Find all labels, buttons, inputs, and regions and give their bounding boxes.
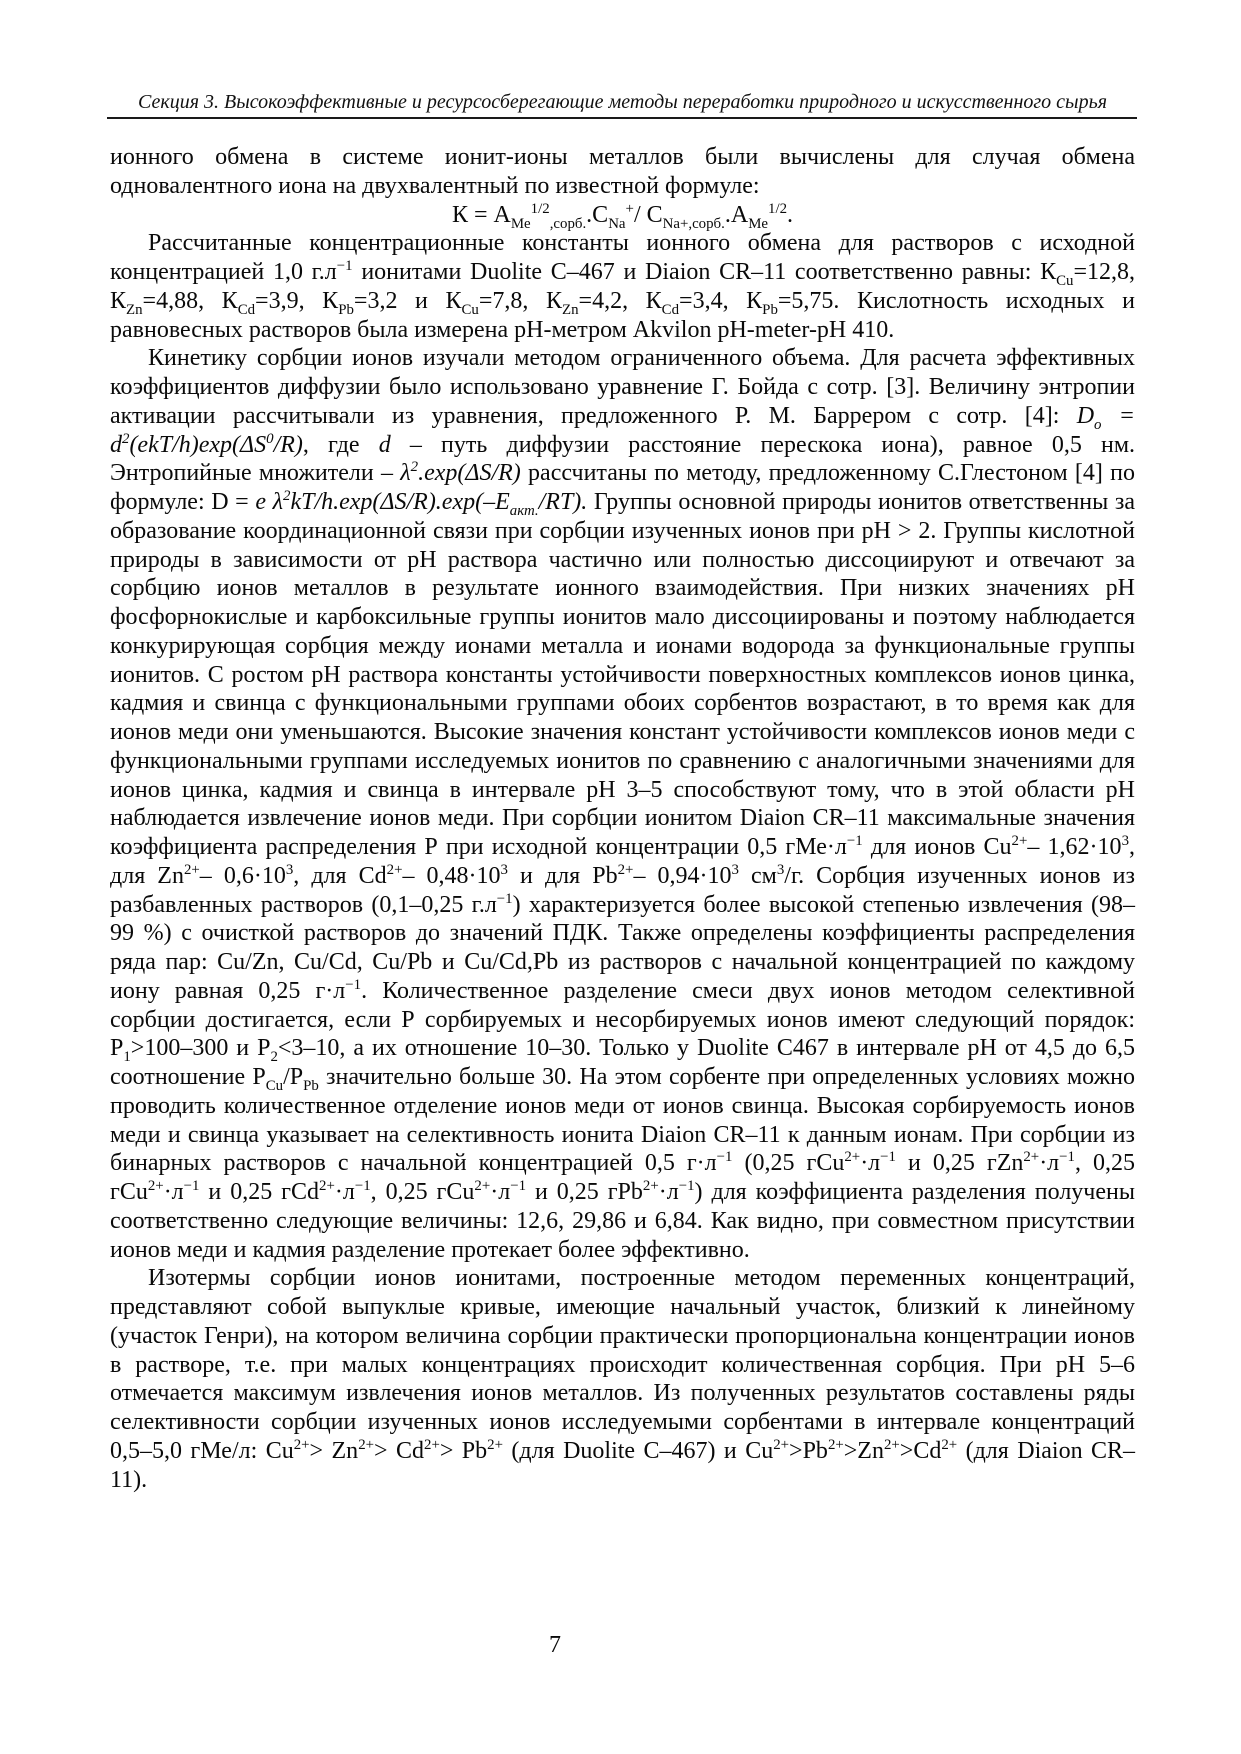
page-number: 7	[549, 1632, 561, 1658]
formula-exchange-constant: $К = A_{Me}^{1/2}_{,сорб.}.C_{Na}^+/$ $C_{Na+,сорб.}.A_{Me}^{1/2}$.	[451, 200, 794, 232]
paragraph-intro: ионного обмена в системе ионит-ионы металлов были вычислены для случая обмена одновалентного иона на двухвалентный по известной формуле:	[110, 144, 1135, 199]
document-body	[110, 143, 1135, 1494]
header-rule	[107, 117, 1137, 119]
paragraph-isotherms: Изотермы сорбции ионов ионитами, построенные методом переменных концентраций, представляют собой выпуклые кривые, имеющие начальный участок, близкий к линейному (участок Генри), на котором величина сорбции практически пропорциональна концентрации ионов в растворе, т.е. при малых концентрациях происходит количественная сорбция. При рН 5–6 отмечается максимум извлечения ионов металлов. Из полученных результатов составлены ряды селективности сорбции изученных ионов исследуемыми сорбентами в интервале концентраций 0,5–5,0 гМе/л: $Cu^{2+}> Zn^{2+}> Cd^{2+}> Pb^{2+}$ (для Duolite C–467) и $Cu^{2+}>Pb^{2+}>Zn^{2+}>Cd^{2+}$ (для Diaion CR–11).	[110, 1265, 1136, 1493]
paragraph-constants: Рассчитанные концентрационные константы ионного обмена для растворов с исходной концентрацией 1,0 $г.л^{-1}$ ионитами Duolite C–467 и Diaion CR–11 соответственно равны: $К_{Cu}=12,8$, $К_{Zn}=4,88$, $К_{Cd}=3,9$, $К_{Pb}=3,2$ и $К_{Cu}=7,8$, $К_{Zn}=4,2$, $К_{Cd}=3,4$, $К_{Pb}=5,75$. Кислотность исходных и равновесных растворов была измерена рН-метром Akvilon pH-meter-pH 410.	[110, 230, 1136, 343]
paragraph-kinetics: Кинетику сорбции ионов изучали методом ограниченного объема. Для расчета эффективных коэффициентов диффузии было использовано уравнение Г. Бойда с сотр. [3]. Величину энтропии активации рассчитывали из уравнения, предложенного Р. М. Баррером с сотр. [4]: $D_o = d^2(ekT/h)\exp(\Delta S^0/R)$, где d – путь диффузии расстояние перескока иона), равное 0,5 нм. Энтропийные множители – $\lambda^2.\exp(\Delta S/R)$ рассчитаны по методу, предложенному С.Глестоном [4] по формуле: D = e $\lambda^2kT/h.\exp(\Delta S/R).\exp(-E_{акт.}/RT)$. Группы основной природы ионитов ответственны за образование координационной связи при сорбции изученных ионов при рН > 2. Группы кислотной природы в зависимости от рН раствора частично или полностью диссоциируют и отвечают за сорбцию ионов металлов в результате ионного взаимодействия. При низких значениях рН фосфорнокислые и карбоксильные группы ионитов мало диссоциированы и поэтому наблюдается конкурирующая сорбция между ионами металла и ионами водорода за функциональные группы ионитов. С ростом рН раствора константы устойчивости поверхностных комплексов ионов цинка, кадмия и свинца с функциональными группами обоих сорбентов возрастают, в то время как для ионов меди они уменьшаются. Высокие значения констант устойчивости комплексов ионов меди с функциональными группами исследуемых ионитов по сравнению с аналогичными значениями для ионов цинка, кадмия и свинца в интервале рН 3–5 способствуют тому, что в этой области рН наблюдается извлечение ионов меди. При сорбции ионитом Diaion CR–11 максимальные значения коэффициента распределения Р при исходной концентрации 0,5 $гМе\cdot л^{-1}$ для ионов $Cu^{2+}-$ $1,62\cdot 10^3$, для $Zn^{2+}-$ $0,6\cdot 10^3$, для $Cd^{2+}-$ $0,48\cdot 10^3$ и для $Pb^{2+}-$ $0,94\cdot 10^3$ $см^3/г$. Сорбция изученных ионов из разбавленных растворов (0,1–0,25 $г.л^{-1}$) характеризуется более высокой степенью извлечения (98–99 %) с очисткой растворов до значений ПДК. Также определены коэффициенты распределения ряда пар: Cu/Zn, Cu/Cd, Cu/Pb и Cu/Cd,Pb из растворов с начальной концентрацией по каждому иону равная 0,25 $г\cdot л^{-1}$. Количественное разделение смеси двух ионов методом селективной сорбции достигается, если Р сорбируемых и несорбируемых ионов имеют следующий порядок: $Р_1>100-300$ и $Р_2<3-10$, а их отношение 10–30. Только у Duolite C467 в интервале рН от 4,5 до 6,5 соотношение $Р_{Cu}/Р_{Pb}$ значительно больше 30. На этом сорбенте при определенных условиях можно проводить количественное отделение ионов меди от ионов свинца. Высокая сорбируемость ионов меди и свинца указывает на селективность ионита Diaion CR–11 к данным ионам. При сорбции из бинарных растворов с начальной концентрацией 0,5 $г\cdot л^{-1}$ (0,25 $гCu^{2+}\cdot л^{-1}$ и 0,25 $гZn^{2+}\cdot л^{-1}$, 0,25 $гCu^{2+}\cdot л^{-1}$ и 0,25 $гCd^{2+}\cdot л^{-1}$, 0,25 $гCu^{2+}\cdot л^{-1}$ и 0,25 $гPb^{2+}\cdot л^{-1}$) для коэффициента разделения получены соответственно следующие величины: 12,6, 29,86 и 6,84. Как видно, при совместном присутствии ионов меди и кадмия разделение протекает более эффективно.	[110, 345, 1136, 1263]
running-header: Секция 3. Высокоэффективные и ресурсосберегающие методы переработки природного и искусственного сырья	[138, 91, 1107, 113]
